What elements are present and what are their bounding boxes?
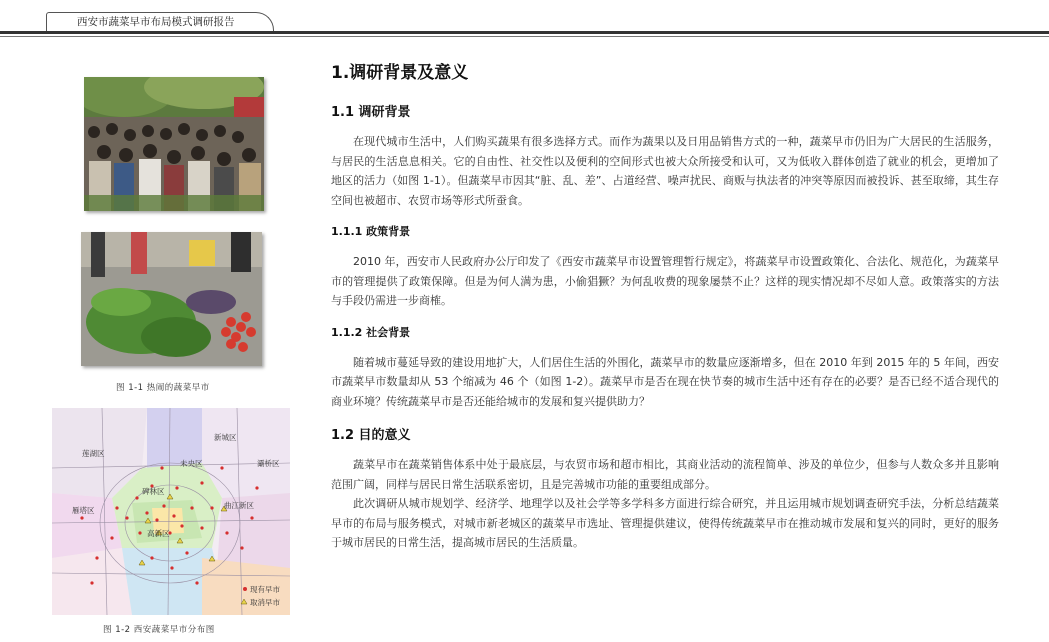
market-crowd-photo xyxy=(84,77,264,211)
paragraph: 此次调研从城市规划学、经济学、地理学以及社会学等多学科多方面进行综合研究，并且运用城市规划调查研究手法，分析总结蔬菜早市的布局与服务模式，对城市新老城区的蔬菜早市选址、管理提供建议，使得传统蔬菜早市在推动城市发展和复兴的同时，更好的服务于城市居民的日常生活，提高城市居民的生活质量。 xyxy=(331,497,999,549)
header-rule-thin xyxy=(0,36,1049,37)
subsection-title: 1.1 调研背景 xyxy=(331,105,411,120)
map-district-label: 雁塔区 xyxy=(72,506,95,515)
figure-1-1-caption: 图 1-1 热闹的蔬菜早市 xyxy=(116,383,210,393)
paragraph: 2010 年，西安市人民政府办公厅印发了《西安市蔬菜早市设置管理暂行规定》，将蔬菜早市设置政策化、合法化、规范化，为蔬菜早市的管理提供了政策保障。但是为何人满为患，小偷猖獗？为何乱收费的现象屡禁不止？这样的现实情况却不尽如人意。政策落实的方法与手段仍需进一步商榷。 xyxy=(331,255,999,307)
subsubsection-title: 1.1.1 政策背景 xyxy=(331,225,411,238)
map-legend-label: 现有早市 xyxy=(250,585,280,594)
legend-existing-marker xyxy=(243,587,247,591)
map-district-label: 碑林区 xyxy=(142,487,165,496)
vegetable-stall-photo xyxy=(81,232,262,366)
paragraph: 蔬菜早市在蔬菜销售体系中处于最底层，与农贸市场和超市相比，其商业活动的流程简单、涉及的单位少，但参与人数众多并且影响范围广阔，同样与居民日常生活联系密切，且是完善城市功能的重要组成部分。 xyxy=(331,458,999,491)
report-content xyxy=(331,58,999,553)
map-district-label: 莲湖区 xyxy=(82,449,105,458)
paragraph: 在现代城市生活中，人们购买蔬果有很多选择方式。而作为蔬果以及日用品销售方式的一种，蔬菜早市仍旧为广大居民的生活服务，与居民的生活息息相关。它的自由性、社交性以及便利的空间形式也被大众所接受和认可，又为低收入群体创造了就业的机会，更增加了地区的活力（如图 1-1）。但蔬菜早市因其“脏、乱、差”、占道经营、噪声扰民、商贩与执法者的冲突等原因而被投诉、甚至取缔，其生存空间也被超市、农贸市场等形式所蚕食。 xyxy=(331,135,999,207)
section-title: 1.调研背景及意义 xyxy=(331,63,469,83)
paragraph: 随着城市蔓延导致的建设用地扩大，人们居住生活的外围化，蔬菜早市的数量应逐渐增多，但在 2010 年到 2015 年的 5 年间，西安市蔬菜早市数量却从 53 个缩减为 46 个（如图 1-2）。蔬菜早市是否在现在快节奏的城市生活中还有存在的必要？是否已经不适合现代的商业环境？传统蔬菜早市是否还能给城市的发展和复兴提供助力？ xyxy=(331,355,999,408)
map-district-label: 新城区 xyxy=(214,433,237,442)
xian-market-distribution-map xyxy=(52,408,290,615)
map-district-label: 高新区 xyxy=(147,529,170,538)
map-district-label: 灞桥区 xyxy=(257,459,280,468)
map-legend-label: 取消早市 xyxy=(250,598,280,607)
subsection-title: 1.2 目的意义 xyxy=(331,428,411,443)
header-tab: 西安市蔬菜早市布局模式调研报告 xyxy=(46,12,274,31)
map-district-label: 未央区 xyxy=(180,459,203,468)
subsubsection-title: 1.1.2 社会背景 xyxy=(331,325,411,339)
map-district-label: 曲江新区 xyxy=(224,501,254,510)
header-rule xyxy=(0,31,1049,34)
figure-1-2-caption: 图 1-2 西安蔬菜早市分布图 xyxy=(103,625,215,635)
